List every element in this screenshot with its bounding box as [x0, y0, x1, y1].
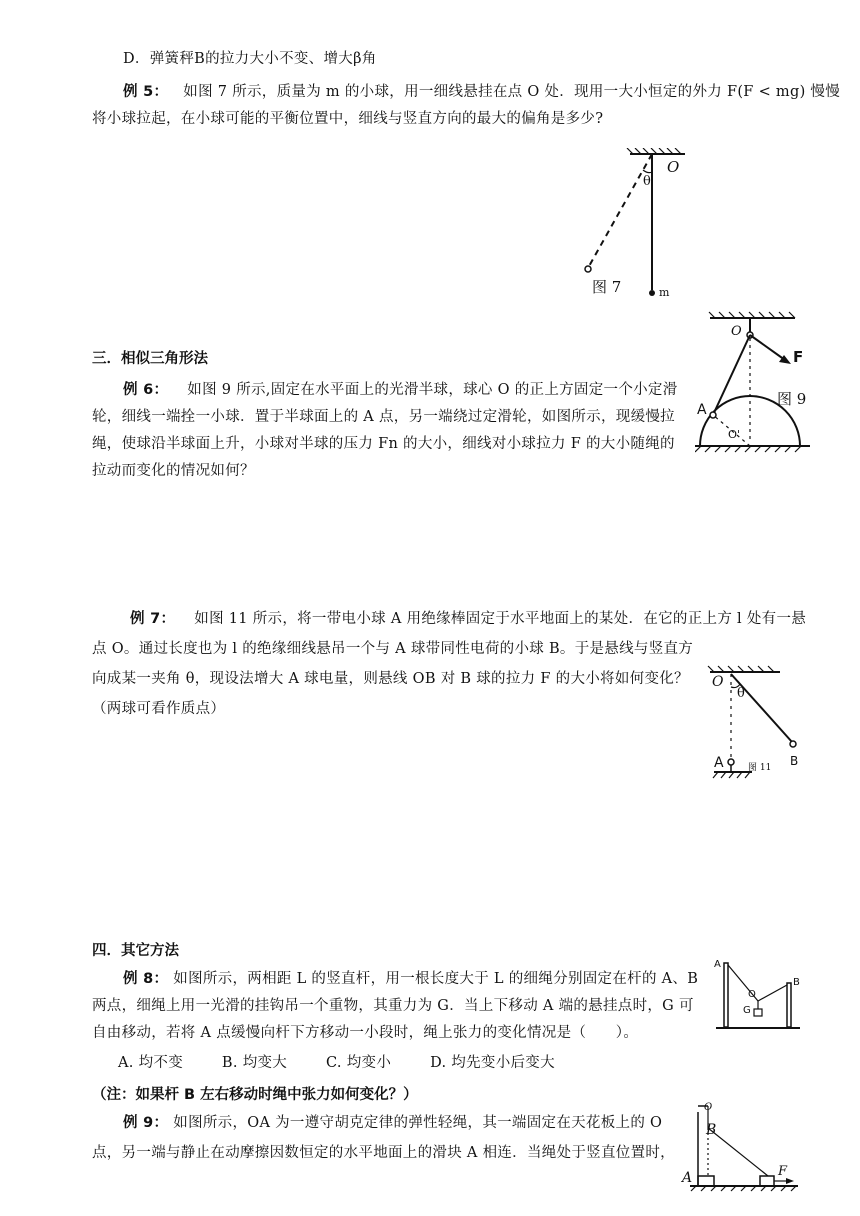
figure-example-8-label-o: O	[748, 989, 756, 1000]
example-7-line-2: 点 O。通过长度也为 l 的绝缘细线悬吊一个与 A 球带同性电荷的小球 B。于是悬线与竖直方	[92, 641, 694, 657]
example-6-line-4: 拉动而变化的情况如何？	[92, 463, 255, 479]
example-8-option-c: C. 均变小	[326, 1055, 392, 1071]
example-8-line-1	[123, 966, 698, 993]
figure-example-9	[680, 1104, 805, 1192]
example-7-text-1: 如图 11 所示，将一带电小球 A 用绝缘棒固定于水平地面上的某处．在它的正上方 l 处有一悬	[194, 611, 807, 627]
example-6-label: 例 6：	[123, 382, 169, 398]
figure-11	[700, 662, 815, 782]
example-8-line-3: 自由移动，若将 A 点缓慢向杆下方移动一小段时，绳上张力的变化情况是（ ）。	[92, 1025, 639, 1041]
figure-9	[695, 310, 840, 455]
section-4-heading: 四．其它方法	[92, 943, 179, 959]
example-7-line-3: 向成某一夹角 θ，现设法增大 A 球电量，则悬线 OB 对 B 球的拉力 F 的大小将如何变化？	[92, 671, 689, 687]
section-3-heading: 三．相似三角形法	[92, 351, 208, 367]
figure-example-8-label-a: A	[714, 959, 721, 970]
example-5-line-1	[123, 79, 840, 106]
example-5-label: 例 5：	[123, 84, 169, 100]
figure-9-caption: 图 9	[777, 390, 807, 408]
example-5-line-2: 将小球拉起，在小球可能的平衡位置中，细线与竖直方向的最大的偏角是多少?	[92, 111, 604, 127]
figure-7-label-o: O	[667, 158, 680, 176]
figure-example-9-label-o: O	[704, 1102, 713, 1113]
figure-7-caption: 图 7	[592, 278, 622, 296]
figure-7-label-m: m	[659, 286, 670, 299]
example-6-line-2: 轮，细线一端拴一小球．置于半球面上的 A 点，另一端绕过定滑轮，如图所示，现缓慢拉	[92, 409, 675, 425]
figure-7	[575, 148, 690, 303]
figure-7-label-theta: θ	[643, 174, 651, 189]
example-9-line-1	[123, 1110, 662, 1137]
example-8-option-d: D. 均先变小后变大	[430, 1055, 555, 1071]
example-7-line-4: （两球可看作质点）	[92, 701, 226, 717]
figure-11-label-b: B	[790, 754, 799, 768]
figure-9-label-o-prime: O'	[728, 428, 741, 441]
note-line: （注：如果杆 B 左右移动时绳中张力如何变化？）	[92, 1087, 418, 1103]
figure-example-9-label-f: F	[778, 1164, 788, 1179]
figure-example-9-label-b: B	[706, 1122, 717, 1138]
figure-example-8	[712, 955, 807, 1033]
example-9-text-1: 如图所示，OA 为一遵守胡克定律的弹性轻绳，其一端固定在天花板上的 O	[173, 1115, 663, 1131]
figure-9-label-a: A	[697, 402, 707, 418]
figure-11-label-a: A	[714, 755, 724, 771]
example-8-line-2: 两点，细绳上用一光滑的挂钩吊一个重物，其重力为 G．当上下移动 A 端的悬挂点时，G 可	[92, 998, 694, 1014]
figure-9-label-o: O	[731, 324, 742, 339]
example-5-text-1: 如图 7 所示，质量为 m 的小球，用一细线悬挂在点 O 处．现用一大小恒定的外力 F(F < mg) 慢慢	[183, 84, 841, 100]
example-9-line-2: 点，另一端与静止在动摩擦因数恒定的水平地面上的滑块 A 相连．当绳处于竖直位置时，	[92, 1145, 675, 1161]
example-8-text-1: 如图所示，两相距 L 的竖直杆，用一根长度大于 L 的细绳分别固定在杆的 A、B	[173, 971, 699, 987]
example-8-option-a: A. 均不变	[118, 1055, 183, 1071]
example-8-option-b: B. 均变大	[221, 1055, 288, 1071]
figure-11-label-theta: θ	[737, 686, 745, 701]
figure-example-8-label-g: G	[743, 1005, 751, 1016]
figure-11-label-o: O	[712, 674, 724, 690]
example-7-line-1	[130, 606, 806, 633]
figure-example-9-label-a: A	[682, 1170, 693, 1186]
figure-example-8-label-b: B	[793, 977, 800, 988]
example-6-line-3: 绳，使球沿半球面上升，小球对半球的压力 Fn 的大小，细线对小球拉力 F 的大小随绳的	[92, 436, 675, 452]
example-8-label: 例 8：	[123, 971, 169, 987]
figure-9-label-f: F	[793, 348, 804, 366]
example-9-label: 例 9：	[123, 1115, 169, 1131]
example-8-options	[118, 1050, 589, 1077]
option-d-line: D．弹簧秤B的拉力大小不变、增大β角	[123, 51, 377, 67]
example-6-line-1	[123, 377, 678, 404]
example-7-label: 例 7：	[130, 611, 176, 627]
example-6-text-1: 如图 9 所示,固定在水平面上的光滑半球，球心 O 的正上方固定一个小定滑	[187, 382, 678, 398]
figure-11-caption: 图 11	[748, 763, 772, 773]
